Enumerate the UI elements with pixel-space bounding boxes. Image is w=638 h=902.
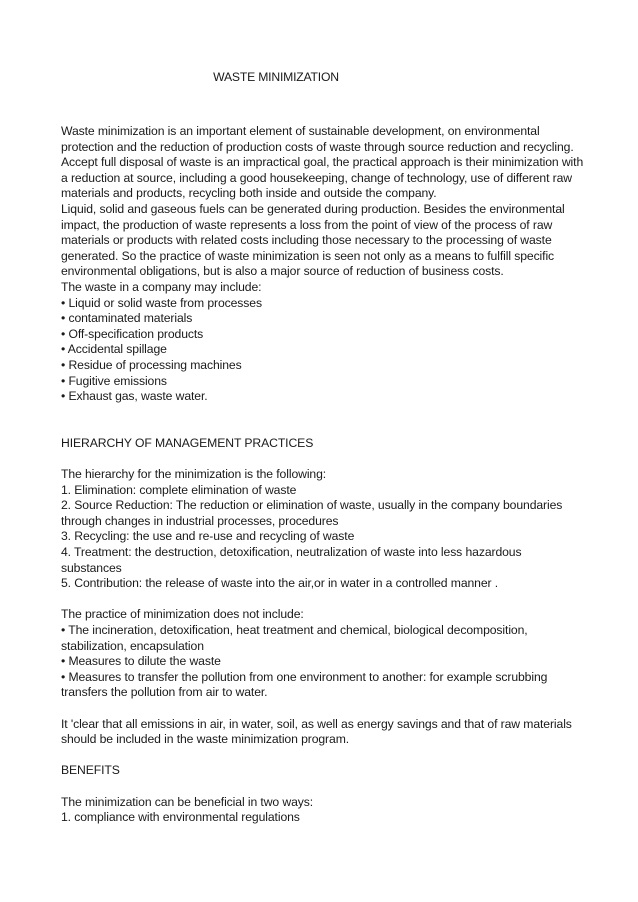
text-line: protection and the reduction of production costs of waste through source reduction and recycling. [61,139,574,154]
list-item: 1. compliance with environmental regulations [61,810,300,825]
spacer [61,701,581,717]
intro-section [61,124,584,405]
document-title: WASTE MINIMIZATION [213,70,339,84]
spacer [61,592,581,608]
text-line: impact, the production of waste represents a loss from the point of view of the process of raw [61,217,553,232]
text-line: generated. So the practice of waste minimization is seen not only as a means to fulfill specific [61,248,555,263]
bullet-item: • Exhaust gas, waste water. [61,389,208,404]
list-item: 2. Source Reduction: The reduction or elimination of waste, usually in the company boundaries [61,498,563,513]
text-line: The waste in a company may include: [61,279,262,294]
benefits-section [61,795,581,826]
bullet-item: • Liquid or solid waste from processes [61,295,262,310]
text-line: a reduction at source, including a good housekeeping, change of technology, use of different raw [61,170,572,185]
section-heading-benefits: BENEFITS [61,763,120,778]
list-item: 4. Treatment: the destruction, detoxification, neutralization of waste into less hazardous [61,545,522,560]
bullet-item: transfers the pollution from air to water. [61,685,268,700]
spacer [61,451,581,467]
bullet-item: stabilization, encapsulation [61,638,204,653]
emissions-paragraph [61,717,581,748]
text-line: The hierarchy for the minimization is the following: [61,467,327,482]
text-line: Liquid, solid and gaseous fuels can be generated during production. Besides the environmental [61,201,565,216]
bullet-item: • Measures to dilute the waste [61,654,221,669]
list-item: through changes in industrial processes, procedures [61,513,339,528]
exclusions-section [61,607,581,701]
document-body [61,124,584,826]
section-heading-hierarchy: HIERARCHY OF MANAGEMENT PRACTICES [61,435,314,450]
bullet-item: • Measures to transfer the pollution from one environment to another: for example scrubbing [61,669,548,684]
list-item: substances [61,560,122,575]
bullet-item: • Residue of processing machines [61,357,242,372]
bullet-item: • contaminated materials [61,311,193,326]
text-line: should be included in the waste minimization program. [61,732,350,747]
text-line: The practice of minimization does not include: [61,607,304,622]
list-item: 3. Recycling: the use and re-use and recycling of waste [61,529,355,544]
text-line: The minimization can be beneficial in two ways: [61,794,314,809]
text-line: Waste minimization is an important element of sustainable development, on environmental [61,124,540,138]
list-item: 1. Elimination: complete elimination of waste [61,482,297,497]
spacer [61,748,581,764]
hierarchy-section [61,467,581,592]
text-line: materials or products with related costs including those necessary to the processing of waste [61,233,552,248]
text-line: materials and products, recycling both inside and outside the company. [61,186,437,201]
text-line: It 'clear that all emissions in air, in water, soil, as well as energy savings and that of raw materials [61,716,572,731]
text-line: Accept full disposal of waste is an impractical goal, the practical approach is their minimization with [61,155,584,170]
text-line: environmental obligations, but is also a major source of reduction of business costs. [61,264,504,279]
spacer [61,779,581,795]
bullet-item: • The incineration, detoxification, heat treatment and chemical, biological decomposition, [61,623,528,637]
list-item: 5. Contribution: the release of waste into the air,or in water in a controlled manner . [61,576,499,591]
spacer [61,405,581,436]
bullet-item: • Accidental spillage [61,342,167,357]
bullet-item: • Off-specification products [61,326,204,341]
bullet-item: • Fugitive emissions [61,373,167,388]
